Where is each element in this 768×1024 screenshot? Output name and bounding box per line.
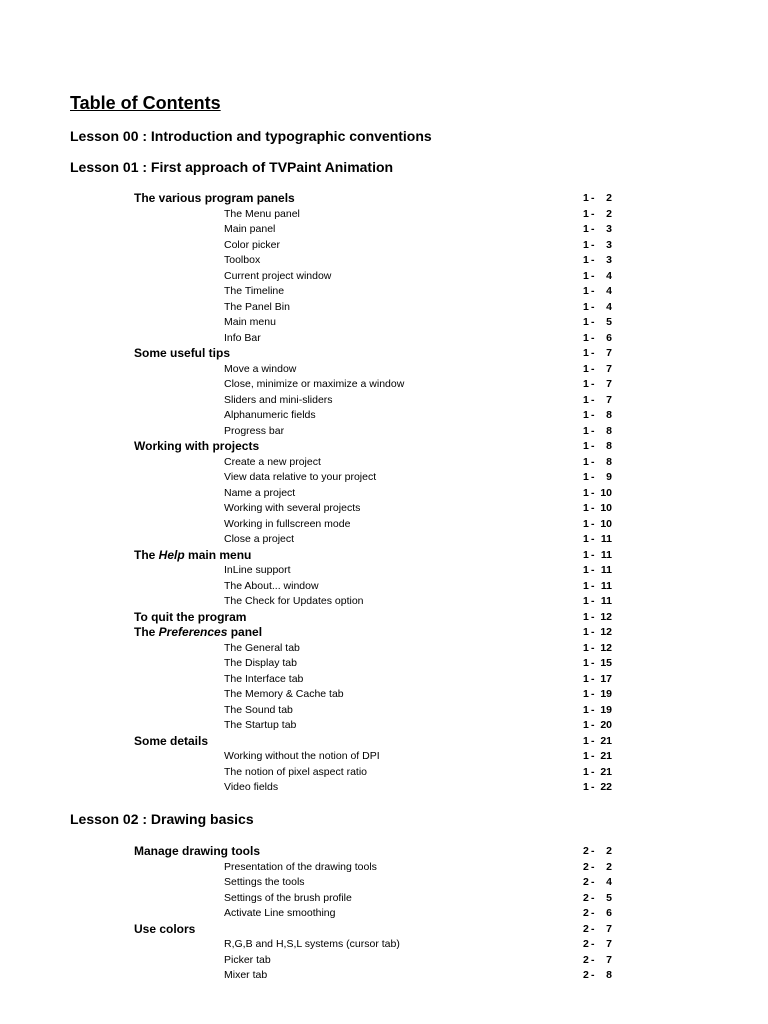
toc-chapter: 1	[583, 300, 589, 313]
toc-entry-label: The Memory & Cache tab	[224, 688, 344, 700]
toc-chapter: 1	[583, 703, 589, 716]
toc-item-row[interactable]	[0, 222, 768, 238]
toc-section-row[interactable]	[0, 844, 768, 860]
toc-page: 4	[606, 876, 612, 888]
toc-page: 11	[600, 579, 612, 592]
toc-separator: -	[591, 347, 595, 359]
toc-chapter: 1	[583, 424, 589, 437]
lesson-heading: Lesson 01 : First approach of TVPaint Animation	[70, 159, 394, 175]
toc-section-row[interactable]	[0, 625, 768, 641]
toc-item-row[interactable]	[0, 672, 768, 688]
toc-item-row[interactable]	[0, 937, 768, 953]
toc-page: 7	[606, 378, 612, 390]
toc-chapter: 2	[583, 860, 589, 873]
toc-chapter: 2	[583, 953, 589, 966]
toc-page: 7	[606, 922, 612, 935]
toc-item-row[interactable]	[0, 300, 768, 316]
toc-separator: -	[591, 223, 595, 235]
toc-chapter: 1	[583, 688, 589, 700]
toc-chapter: 1	[583, 471, 589, 483]
toc-item-row[interactable]	[0, 968, 768, 984]
toc-separator: -	[591, 455, 595, 468]
toc-entry-label: Working in fullscreen mode	[224, 517, 351, 530]
toc-entry-label: Name a project	[224, 486, 296, 499]
toc-item-row[interactable]	[0, 891, 768, 907]
toc-chapter: 1	[583, 331, 589, 344]
toc-section-row[interactable]	[0, 610, 768, 626]
toc-page: 21	[600, 765, 612, 778]
toc-chapter: 1	[583, 393, 589, 406]
toc-separator: -	[591, 860, 595, 873]
toc-page: 8	[606, 440, 612, 452]
toc-entry-label: The notion of pixel aspect ratio	[224, 765, 368, 778]
toc-separator: -	[591, 610, 595, 623]
toc-item-row[interactable]	[0, 486, 768, 502]
toc-page: 17	[600, 672, 612, 685]
toc-entry-label: Settings of the brush profile	[224, 891, 352, 904]
toc-chapter: 1	[583, 734, 589, 747]
toc-chapter: 1	[583, 610, 589, 623]
toc-entry-label: The General tab	[224, 641, 300, 654]
toc-chapter: 1	[583, 269, 589, 282]
toc-section-row[interactable]	[0, 734, 768, 750]
toc-page: 7	[606, 953, 612, 966]
toc-page: 4	[606, 300, 612, 313]
toc-chapter: 1	[583, 378, 589, 390]
toc-entry-label: The various program panels	[134, 191, 295, 205]
toc-item-row[interactable]	[0, 253, 768, 269]
toc-entry-label: Some details	[134, 733, 209, 748]
toc-item-row[interactable]	[0, 718, 768, 734]
toc-entry-label: The Panel Bin	[224, 300, 290, 313]
toc-separator: -	[591, 579, 595, 592]
toc-item-row[interactable]	[0, 953, 768, 969]
toc-entry-label: Manage drawing tools	[134, 844, 261, 858]
toc-chapter: 1	[583, 641, 589, 654]
toc-separator: -	[591, 719, 595, 731]
toc-chapter: 1	[583, 254, 589, 266]
toc-page: 7	[606, 938, 612, 950]
toc-chapter: 1	[583, 192, 589, 204]
toc-page: 20	[600, 719, 612, 731]
toc-chapter: 1	[583, 564, 589, 576]
toc-page: 22	[600, 781, 612, 793]
toc-separator: -	[591, 285, 595, 297]
toc-page: 11	[600, 564, 612, 576]
toc-entry-label: Close, minimize or maximize a window	[224, 378, 405, 390]
toc-entry-label: View data relative to your project	[224, 471, 377, 483]
toc-entry-label: Settings the tools	[224, 876, 305, 888]
toc-chapter: 1	[583, 517, 589, 530]
toc-page: 15	[600, 657, 612, 669]
toc-section-row[interactable]	[0, 439, 768, 455]
toc-separator: -	[591, 424, 595, 437]
toc-separator: -	[591, 486, 595, 499]
toc-chapter: 2	[583, 922, 589, 935]
toc-item-row[interactable]	[0, 207, 768, 223]
toc-item-row[interactable]	[0, 703, 768, 719]
toc-page: 7	[606, 393, 612, 406]
toc-entry-label: Alphanumeric fields	[224, 409, 316, 421]
toc-chapter: 1	[583, 672, 589, 685]
toc-entry-label: The Startup tab	[224, 719, 297, 731]
toc-page: 11	[600, 533, 612, 545]
toc-separator: -	[591, 316, 595, 328]
toc-chapter: 1	[583, 455, 589, 468]
toc-separator: -	[591, 331, 595, 344]
toc-separator: -	[591, 517, 595, 530]
toc-chapter: 1	[583, 719, 589, 731]
toc-entry-label: The Preferences panel	[134, 625, 263, 639]
toc-entry-label: The About... window	[224, 579, 319, 592]
toc-item-row[interactable]	[0, 331, 768, 347]
toc-page: 8	[606, 455, 612, 468]
toc-chapter: 1	[583, 765, 589, 778]
toc-entry-label: Working with projects	[134, 439, 260, 453]
toc-entry-label: Video fields	[224, 781, 279, 793]
toc-item-row[interactable]	[0, 408, 768, 424]
toc-separator: -	[591, 626, 595, 638]
toc-entry-label: R,G,B and H,S,L systems (cursor tab)	[224, 938, 400, 950]
toc-chapter: 1	[583, 486, 589, 499]
toc-separator: -	[591, 564, 595, 576]
toc-page: 6	[606, 331, 612, 344]
toc-separator: -	[591, 269, 595, 282]
toc-chapter: 1	[583, 595, 589, 607]
toc-separator: -	[591, 688, 595, 700]
toc-entry-label: Some useful tips	[134, 346, 231, 360]
toc-separator: -	[591, 907, 595, 919]
toc-item-row[interactable]	[0, 860, 768, 876]
toc-separator: -	[591, 595, 595, 607]
toc-entry-label: The Timeline	[224, 285, 285, 297]
toc-item-row[interactable]	[0, 284, 768, 300]
toc-page: 2	[606, 860, 612, 873]
toc-separator: -	[591, 876, 595, 888]
toc-page: 7	[606, 362, 612, 375]
toc-item-row[interactable]	[0, 749, 768, 765]
toc-page: 3	[606, 238, 612, 251]
toc-section-row[interactable]	[0, 191, 768, 207]
toc-item-row[interactable]	[0, 532, 768, 548]
toc-separator: -	[591, 953, 595, 966]
toc-item-row[interactable]	[0, 501, 768, 517]
toc-page: 2	[606, 207, 612, 220]
toc-entry-label: The Menu panel	[224, 207, 300, 220]
toc-chapter: 1	[583, 548, 589, 561]
toc-page: 10	[600, 486, 612, 499]
toc-entry-label: Main panel	[224, 223, 276, 235]
toc-chapter: 2	[583, 969, 589, 981]
toc-entry-label: Close a project	[224, 533, 295, 545]
toc-separator: -	[591, 409, 595, 421]
toc-chapter: 1	[583, 626, 589, 638]
toc-page: 19	[600, 688, 612, 700]
toc-chapter: 1	[583, 533, 589, 545]
toc-entry-emphasis: Preferences	[158, 625, 228, 639]
toc-page: 4	[606, 269, 612, 282]
lesson-heading: Lesson 00 : Introduction and typographic conventions	[70, 128, 432, 144]
toc-chapter: 1	[583, 285, 589, 297]
toc-entry-label: Activate Line smoothing	[224, 907, 336, 919]
toc-item-row[interactable]	[0, 641, 768, 657]
toc-chapter: 1	[583, 238, 589, 251]
toc-separator: -	[591, 362, 595, 375]
toc-item-row[interactable]	[0, 687, 768, 703]
toc-page: 11	[600, 595, 612, 607]
toc-chapter: 1	[583, 362, 589, 375]
toc-item-row[interactable]	[0, 594, 768, 610]
toc-page: 6	[606, 907, 612, 919]
toc-separator: -	[591, 969, 595, 981]
toc-page: 3	[606, 223, 612, 235]
toc-chapter: 1	[583, 657, 589, 669]
toc-separator: -	[591, 238, 595, 251]
toc-item-row[interactable]	[0, 563, 768, 579]
toc-page: 2	[606, 845, 612, 857]
toc-entry-label: Current project window	[224, 269, 332, 282]
toc-entry-label: The Check for Updates option	[224, 595, 364, 607]
toc-separator: -	[591, 891, 595, 904]
toc-separator: -	[591, 300, 595, 313]
toc-page: 5	[606, 891, 612, 904]
toc-chapter: 2	[583, 845, 589, 857]
toc-chapter: 1	[583, 316, 589, 328]
toc-entry-label: Color picker	[224, 238, 281, 251]
toc-item-row[interactable]	[0, 470, 768, 486]
lesson-heading: Lesson 02 : Drawing basics	[70, 811, 254, 827]
toc-page: 4	[606, 285, 612, 297]
toc-entry-label: Presentation of the drawing tools	[224, 860, 377, 873]
toc-separator: -	[591, 922, 595, 935]
toc-page: 12	[600, 610, 612, 623]
toc-page: 21	[600, 734, 612, 747]
toc-chapter: 2	[583, 876, 589, 888]
toc-entry-label: InLine support	[224, 564, 291, 576]
toc-item-row[interactable]	[0, 780, 768, 796]
toc-item-row[interactable]	[0, 269, 768, 285]
toc-entry-label: Move a window	[224, 362, 297, 375]
toc-entry-label: Main menu	[224, 316, 276, 328]
toc-entry-label: The Help main menu	[134, 547, 252, 562]
toc-item-row[interactable]	[0, 517, 768, 533]
toc-entry-label: Sliders and mini-sliders	[224, 393, 333, 406]
toc-page: 5	[606, 316, 612, 328]
toc-entry-label: Progress bar	[224, 424, 285, 437]
toc-item-row[interactable]	[0, 238, 768, 254]
toc-item-row[interactable]	[0, 424, 768, 440]
toc-separator: -	[591, 471, 595, 483]
toc-page: 2	[606, 192, 612, 204]
toc-chapter: 2	[583, 891, 589, 904]
toc-separator: -	[591, 440, 595, 452]
toc-entry-label: Working with several projects	[224, 502, 361, 514]
toc-entry-label: Info Bar	[224, 331, 261, 344]
toc-entry-label: Create a new project	[224, 455, 321, 468]
toc-chapter: 1	[583, 409, 589, 421]
toc-separator: -	[591, 548, 595, 561]
toc-separator: -	[591, 765, 595, 778]
toc-page: 11	[600, 548, 612, 561]
toc-page: 12	[600, 626, 612, 638]
toc-chapter: 1	[583, 347, 589, 359]
toc-separator: -	[591, 750, 595, 762]
toc-section-row[interactable]	[0, 346, 768, 362]
toc-separator: -	[591, 657, 595, 669]
toc-entry-label: Mixer tab	[224, 969, 268, 981]
toc-item-row[interactable]	[0, 362, 768, 378]
toc-chapter: 1	[583, 207, 589, 220]
toc-separator: -	[591, 734, 595, 747]
toc-separator: -	[591, 254, 595, 266]
toc-entry-label: Use colors	[134, 921, 196, 936]
toc-separator: -	[591, 378, 595, 390]
toc-item-row[interactable]	[0, 315, 768, 331]
toc-separator: -	[591, 703, 595, 716]
toc-separator: -	[591, 938, 595, 950]
toc-entry-label: Toolbox	[224, 254, 261, 266]
toc-item-row[interactable]	[0, 656, 768, 672]
toc-entry-label: Picker tab	[224, 953, 271, 966]
toc-page: 8	[606, 424, 612, 437]
toc-separator: -	[591, 781, 595, 793]
toc-separator: -	[591, 672, 595, 685]
toc-page: 21	[600, 750, 612, 762]
toc-entry-label: The Display tab	[224, 657, 297, 669]
toc-chapter: 1	[583, 502, 589, 514]
toc-page: 12	[600, 641, 612, 654]
toc-page: 7	[606, 347, 612, 359]
toc-chapter: 1	[583, 223, 589, 235]
toc-item-row[interactable]	[0, 455, 768, 471]
toc-chapter: 1	[583, 579, 589, 592]
toc-separator: -	[591, 393, 595, 406]
toc-separator: -	[591, 845, 595, 857]
toc-page: 10	[600, 502, 612, 514]
toc-separator: -	[591, 533, 595, 545]
toc-item-row[interactable]	[0, 875, 768, 891]
toc-chapter: 1	[583, 781, 589, 793]
toc-entry-label: The Sound tab	[224, 703, 293, 716]
toc-separator: -	[591, 192, 595, 204]
toc-item-row[interactable]	[0, 765, 768, 781]
toc-item-row[interactable]	[0, 906, 768, 922]
toc-page: 10	[600, 517, 612, 530]
toc-item-row[interactable]	[0, 377, 768, 393]
toc-page: 3	[606, 254, 612, 266]
toc-separator: -	[591, 207, 595, 220]
toc-page: 19	[600, 703, 612, 716]
toc-chapter: 2	[583, 907, 589, 919]
toc-section-row[interactable]	[0, 922, 768, 938]
toc-entry-label: Working without the notion of DPI	[224, 750, 380, 762]
toc-item-row[interactable]	[0, 393, 768, 409]
toc-chapter: 1	[583, 750, 589, 762]
toc-separator: -	[591, 641, 595, 654]
toc-section-row[interactable]	[0, 548, 768, 564]
toc-title: Table of Contents	[70, 93, 221, 113]
toc-item-row[interactable]	[0, 579, 768, 595]
toc-page: 8	[606, 969, 612, 981]
toc-entry-label: The Interface tab	[224, 672, 304, 685]
toc-page: 9	[606, 471, 612, 483]
toc-chapter: 1	[583, 440, 589, 452]
toc-entry-emphasis: Help	[158, 547, 185, 562]
toc-chapter: 2	[583, 938, 589, 950]
toc-separator: -	[591, 502, 595, 514]
toc-page: 8	[606, 409, 612, 421]
toc-entry-label: To quit the program	[134, 609, 247, 624]
